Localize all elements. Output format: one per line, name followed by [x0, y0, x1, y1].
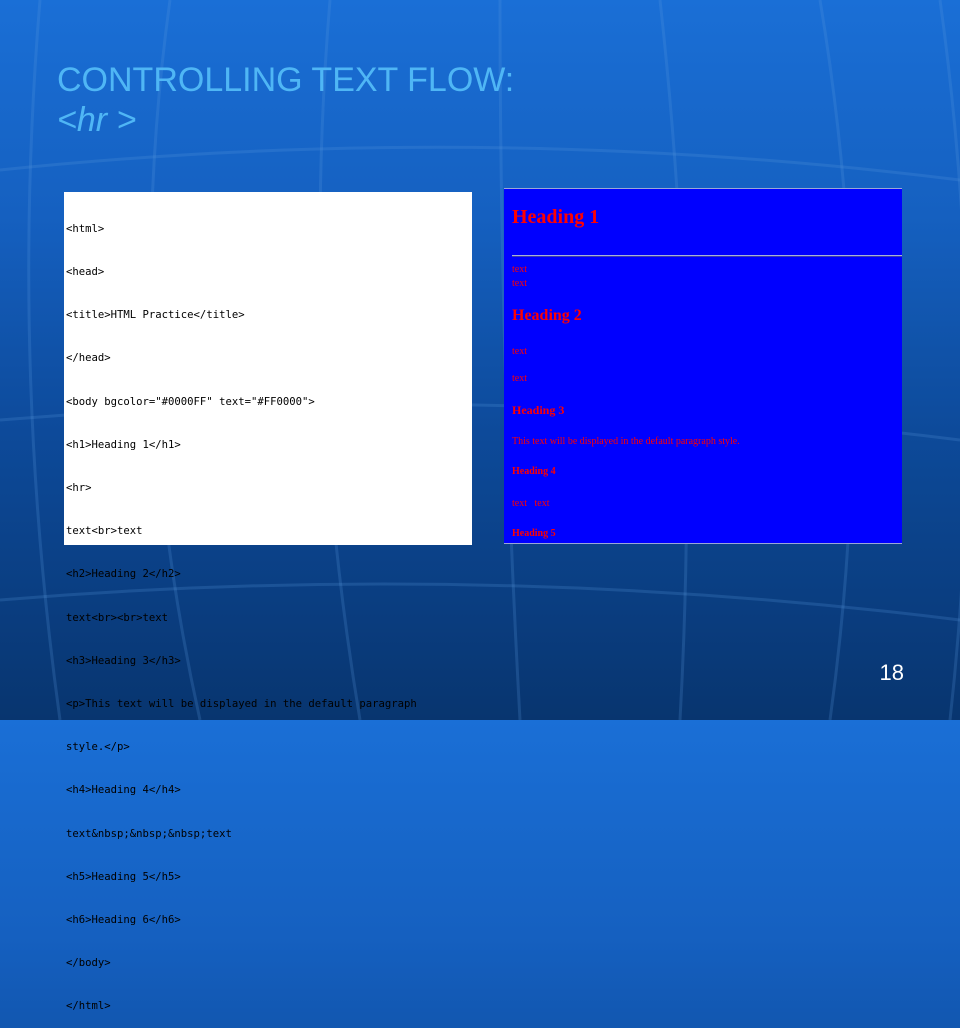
preview-text: text [512, 373, 527, 384]
code-line: </head> [66, 352, 111, 365]
preview-heading-5: Heading 5 [512, 528, 556, 539]
browser-preview-panel [504, 188, 902, 544]
preview-heading-4: Heading 4 [512, 466, 556, 477]
preview-text-nbsp: text text [512, 498, 550, 509]
code-line: <h3>Heading 3</h3> [66, 654, 181, 667]
preview-heading-2: Heading 2 [512, 307, 582, 324]
preview-heading-3: Heading 3 [512, 403, 565, 417]
slide-number: 18 [879, 660, 904, 685]
code-line: <h1>Heading 1</h1> [66, 438, 181, 451]
code-line: <p>This text will be displayed in the default paragraph [66, 698, 417, 711]
preview-heading-1: Heading 1 [512, 206, 600, 228]
code-line: <head> [66, 266, 105, 279]
preview-horizontal-rule [512, 255, 902, 257]
preview-paragraph: This text will be displayed in the default paragraph style. [512, 436, 740, 447]
code-line: <body bgcolor="#0000FF" text="#FF0000"> [66, 395, 315, 408]
slide-title-line2: <hr > [57, 101, 137, 139]
code-line: text&nbsp;&nbsp;&nbsp;text [66, 827, 232, 840]
code-line: <title>HTML Practice</title> [66, 309, 245, 322]
html-code-panel [64, 192, 472, 1013]
code-line: <h4>Heading 4</h4> [66, 784, 181, 797]
code-line: <h5>Heading 5</h5> [66, 870, 181, 883]
code-line: <hr> [66, 482, 92, 495]
slide-title-line1: CONTROLLING TEXT FLOW: [57, 61, 515, 99]
code-line: <html> [66, 222, 105, 235]
code-line: style.</p> [66, 741, 130, 754]
code-line: text<br><br>text [66, 611, 169, 624]
code-line: <h6>Heading 6</h6> [66, 914, 181, 927]
code-line: text<br>text [66, 525, 143, 538]
code-line: </body> [66, 957, 111, 970]
preview-text: text [512, 264, 527, 275]
preview-text: text [512, 278, 527, 289]
preview-text: text [512, 346, 527, 357]
slide-title [57, 60, 514, 140]
code-line: </html> [66, 1000, 111, 1013]
code-line: <h2>Heading 2</h2> [66, 568, 181, 581]
